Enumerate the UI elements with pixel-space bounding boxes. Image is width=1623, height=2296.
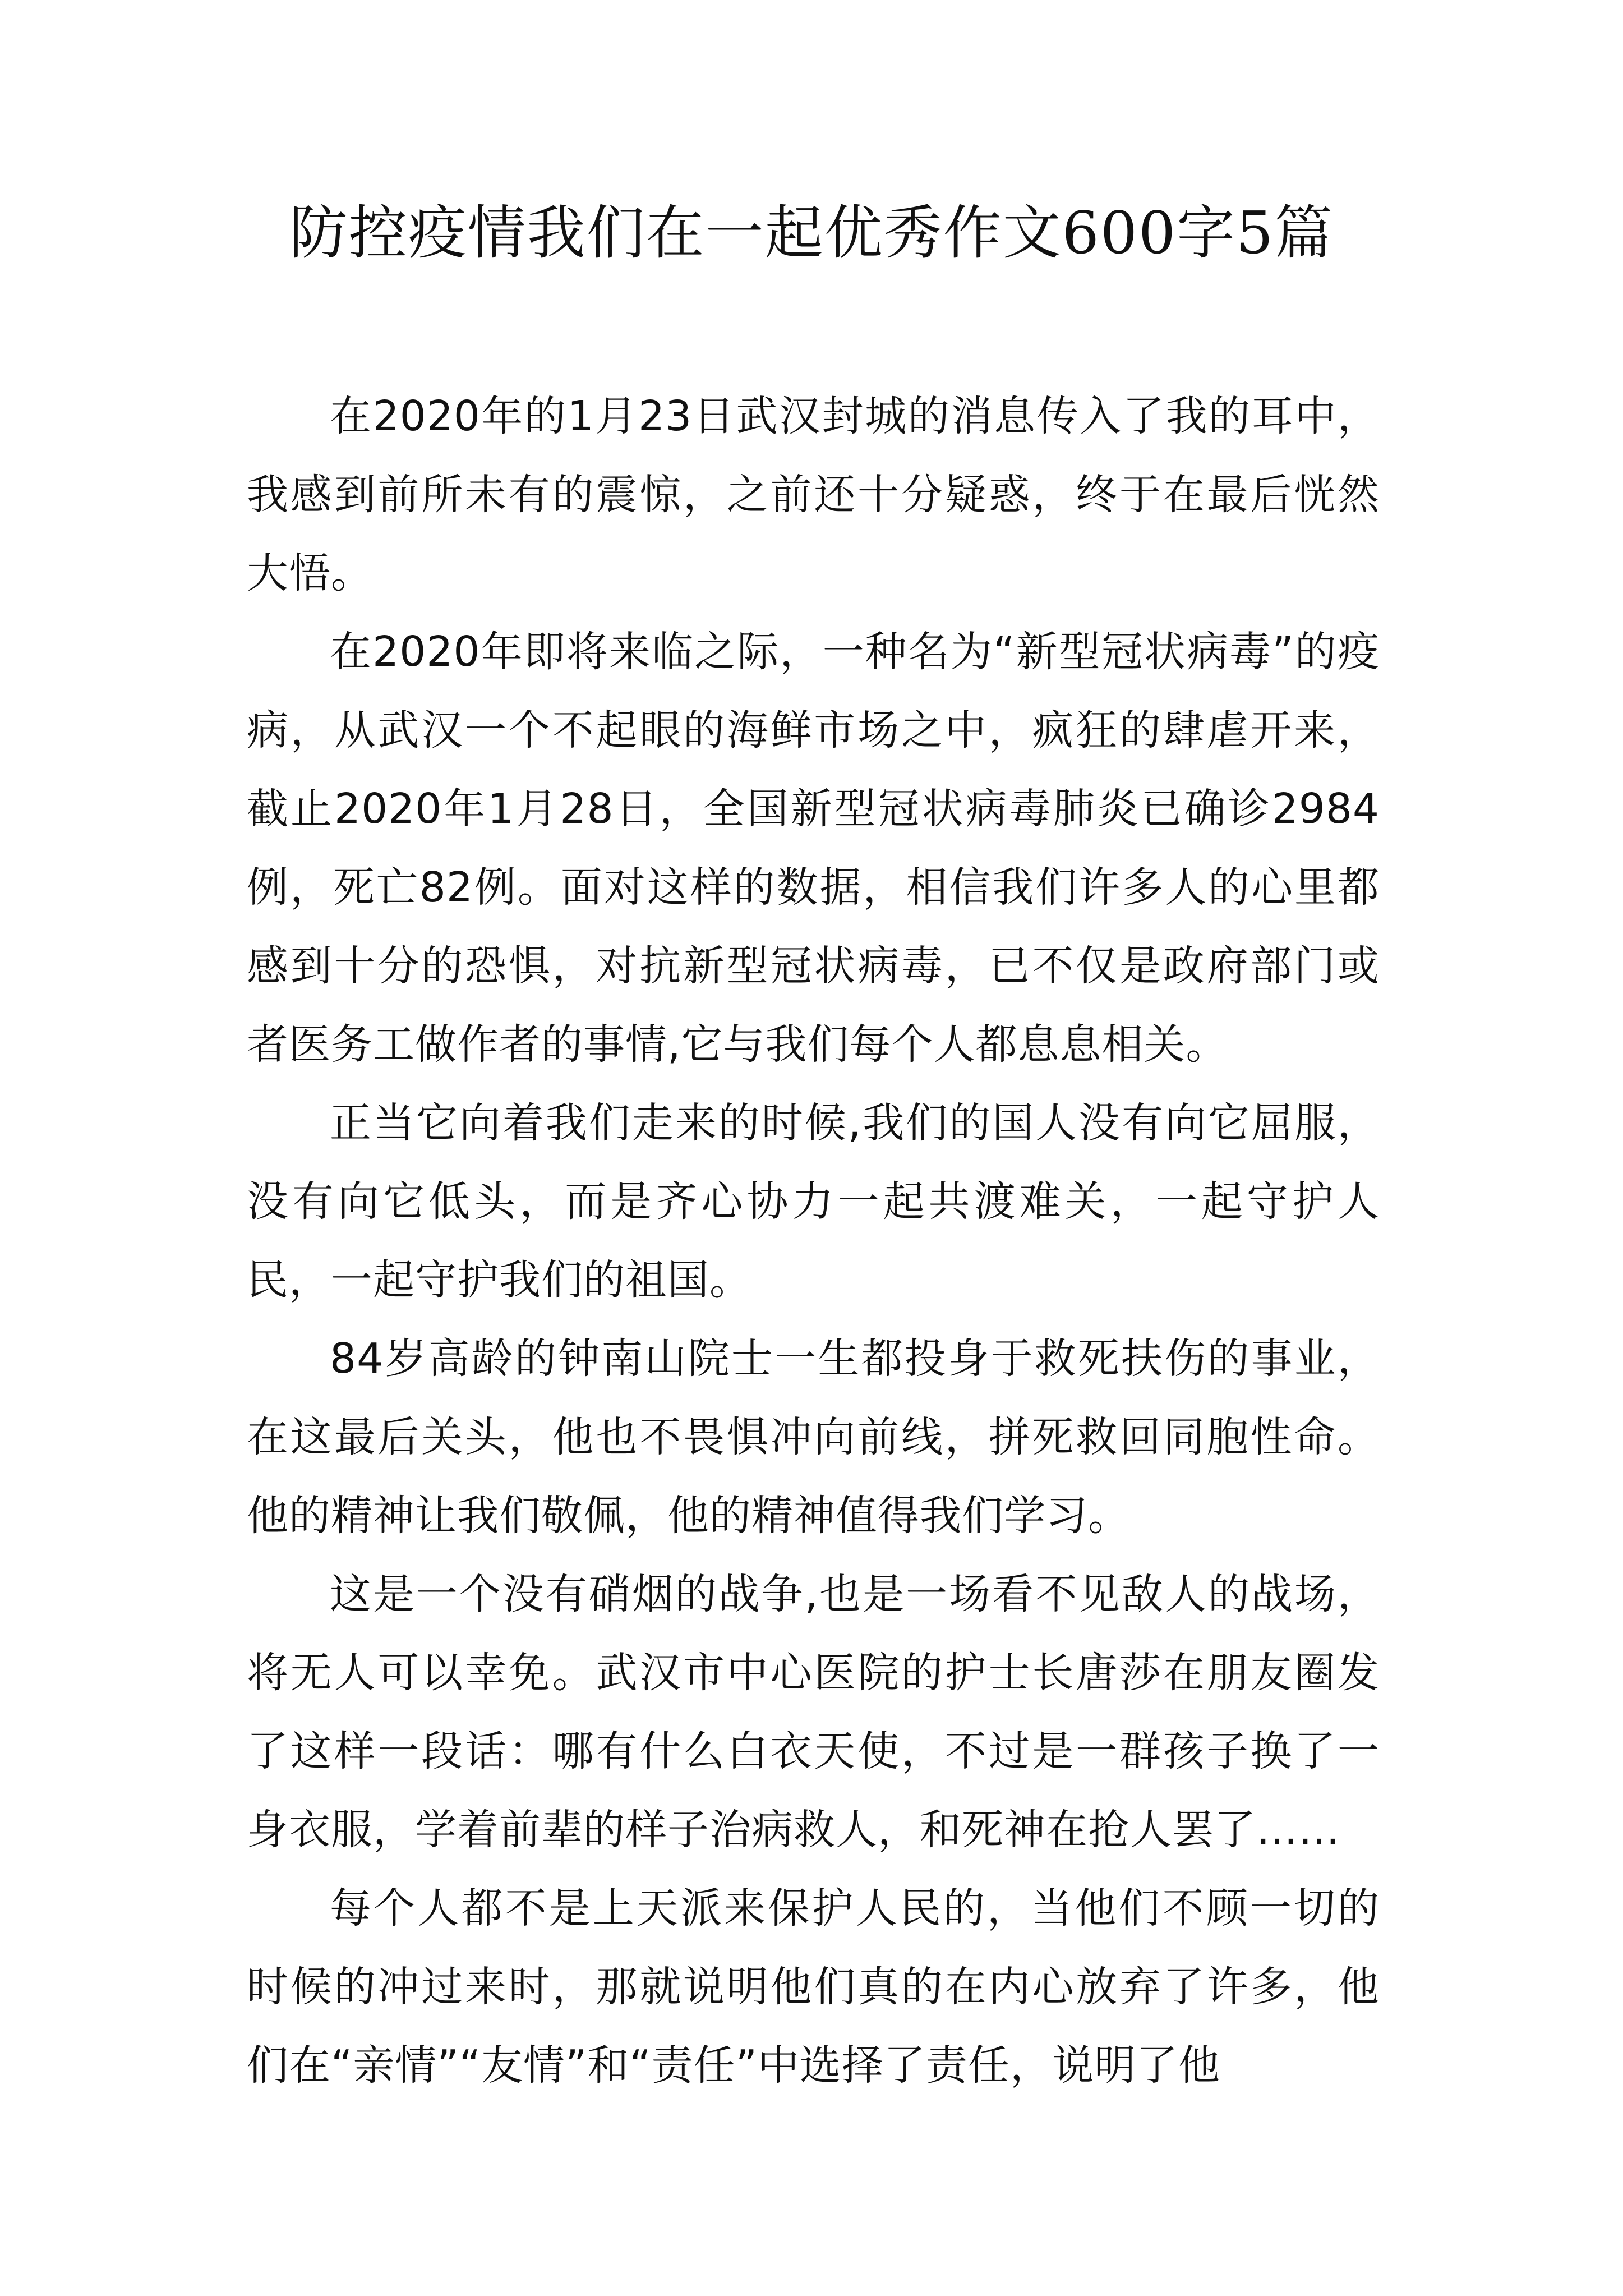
paragraph: 84岁高龄的钟南山院士一生都投身于救死扶伤的事业，在这最后关头，他也不畏惧冲向前线，拼死救回同胞性命。他的精神让我们敬佩，他的精神值得我们学习。 [247, 1335, 1380, 1540]
document-body [247, 377, 1380, 2105]
paragraph: 正当它向着我们走来的时候,我们的国人没有向它屈服，没有向它低头，而是齐心协力一起共渡难关，一起守护人民，一起守护我们的祖国。 [247, 1099, 1380, 1304]
paragraph: 在2020年即将来临之际，一种名为“新型冠状病毒”的疫病，从武汉一个不起眼的海鲜市场之中，疯狂的肆虐开来，截止2020年1月28日，全国新型冠状病毒肺炎已确诊2984例，死亡82例。面对这样的数据，相信我们许多人的心里都感到十分的恐惧，对抗新型冠状病毒，已不仅是政府部门或者医务工做作者的事情,它与我们每个人都息息相关。 [247, 628, 1380, 1069]
document-title: 防控疫情我们在一起优秀作文600字5篇 [289, 199, 1334, 267]
paragraph: 这是一个没有硝烟的战争,也是一场看不见敌人的战场，将无人可以幸免。武汉市中心医院的护士长唐莎在朋友圈发了这样一段话：哪有什么白衣天使，不过是一群孩子换了一身衣服，学着前辈的样子治病救人，和死神在抢人罢了…… [247, 1570, 1380, 1854]
paragraph: 每个人都不是上天派来保护人民的，当他们不顾一切的时候的冲过来时，那就说明他们真的在内心放弃了许多，他们在“亲情”“友情”和“责任”中选择了责任，说明了他 [247, 1884, 1380, 2090]
paragraph: 在2020年的1月23日武汉封城的消息传入了我的耳中，我感到前所未有的震惊，之前还十分疑惑，终于在最后恍然大悟。 [247, 392, 1380, 597]
